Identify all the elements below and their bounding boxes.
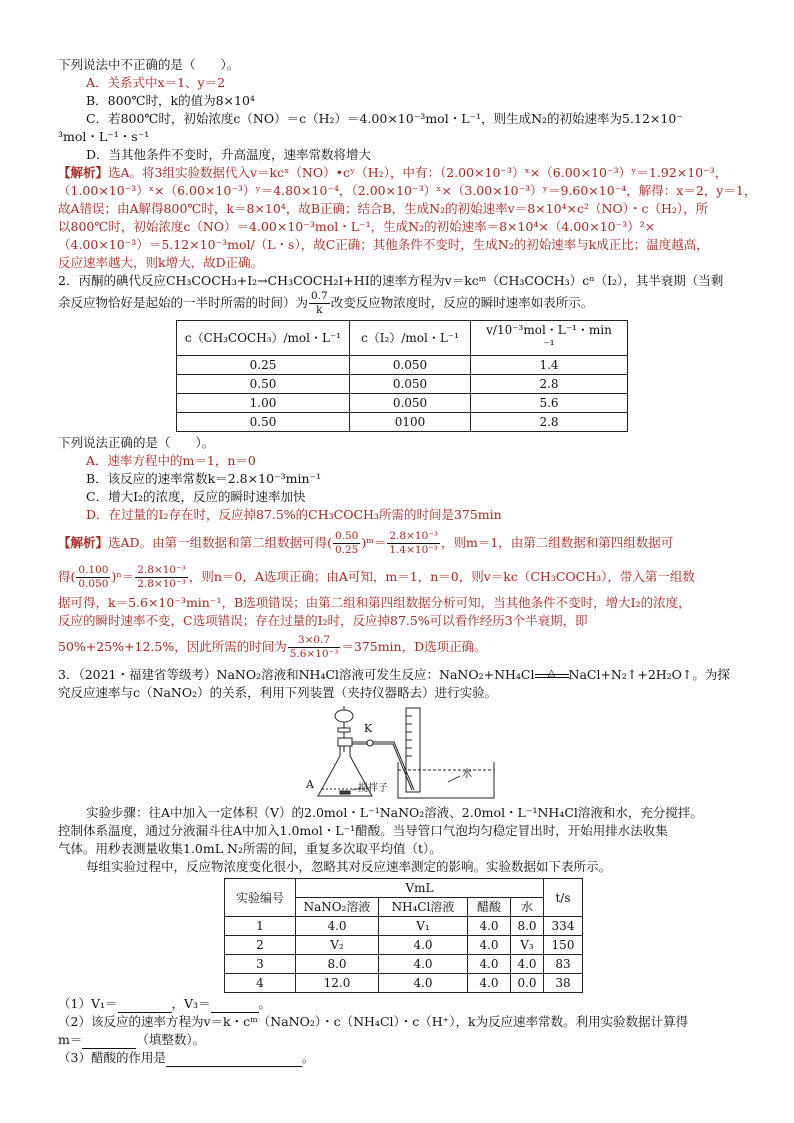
q1-analysis-line-3: 故A错误；由A解得800℃时，k＝8×10⁴，故B正确；结合B，生成N₂的初始速率v＝8×10⁴×c²（NO）・c（H₂），所 — [58, 201, 709, 216]
table-row: 0.50 0.050 2.8 — [177, 375, 628, 394]
col-header-time: t/s — [544, 879, 583, 917]
q3-steps-line-1: 实验步骤：往A中加入一定体积（V）的2.0mol・L⁻¹NaNO₂溶液、2.0mol・L⁻¹NH₄Cl溶液和水，充分搅拌。 — [86, 805, 703, 820]
rate-table-header — [177, 321, 628, 356]
q1-analysis-line-5: （4.00×10⁻³）＝5.12×10⁻³mol/（L・s），故C正确；其他条件不变时，生成N₂的初始速率与k成正比；温度越高， — [58, 237, 709, 252]
experiment-table-subheader: NaNO₂溶液 NH₄Cl溶液 醋酸 水 — [225, 898, 583, 917]
q1-option-d: D．当其他条件不变时，升高温度，速率常数将增大 — [86, 147, 372, 162]
answer-blank-v3[interactable] — [211, 999, 259, 1013]
table-row: 1 4.0 V₁ 4.0 8.0 334 — [225, 917, 583, 936]
q1-analysis-line-2: （1.00×10⁻³）ˣ×（6.00×10⁻³）ʸ＝4.80×10⁻⁴，（2.00×10⁻³）ˣ×（3.00×10⁻³）ʸ＝9.60×10⁻⁴，解得：x＝2，y＝1， — [58, 183, 757, 198]
q2-question: 下列说法正确的是（ ）。 — [58, 435, 215, 450]
water-trough — [398, 762, 494, 798]
q1-stem: 下列说法中不正确的是（ ）。 — [58, 57, 240, 72]
q1-option-c: C．若800℃时，初始浓度c（NO）＝c（H₂）＝4.00×10⁻³mol・L⁻¹，则生成N₂的初始速率为5.12×10⁻ — [86, 111, 683, 126]
q1-analysis-line-4: 以800℃时，初始浓度c（NO）＝4.00×10⁻³mol・L⁻¹，生成N₂的初始速率＝8×10⁴×（4.00×10⁻³）²× — [58, 219, 656, 234]
col-header-acetone: c（CH₃COCH₃）/mol・L⁻¹ — [177, 321, 350, 356]
answer-blank-m[interactable] — [82, 1035, 136, 1049]
label-stir-bar: 搅拌子 — [358, 783, 388, 794]
q1-analysis-line-6: 反应速率越大，则k增大，故D正确。 — [58, 255, 264, 270]
table-row: 2 V₂ 4.0 4.0 V₃ 150 — [225, 936, 583, 955]
q3-sub2-line-2: m＝ （填整数）。 — [58, 1032, 206, 1047]
q2-analysis-line-3: 据可得，k＝5.6×10⁻³min⁻¹，B选项错误；由第二组和第四组数据分析可知，当其他条件不变时，增大I₂的浓度， — [58, 595, 691, 610]
q2-analysis-tag: 【解析】 — [58, 535, 109, 550]
experiment-table — [224, 878, 583, 993]
q3-sub1: （1）V₁＝ ，V₃＝ 。 — [58, 996, 272, 1011]
rate-table — [176, 320, 628, 432]
col-header-volume: VmL — [296, 879, 544, 898]
q2-option-a: A．速率方程中的m＝1，n＝0 — [86, 453, 256, 468]
q3-stem-line-2: 究反应速率与c（NaNO₂）的关系，利用下列装置（夹持仪器略去）进行实验。 — [58, 685, 498, 700]
water-label-pointer — [448, 776, 460, 782]
experiment-table-header — [225, 879, 583, 898]
heat-arrow: △ — [535, 674, 569, 684]
label-k: K — [364, 722, 373, 735]
q1-option-b: B．800℃时，k的值为8×10⁴ — [86, 93, 255, 108]
col-header-rate: v/10⁻³mol・L⁻¹・min ⁻¹ — [471, 321, 628, 356]
q2-analysis-line-5: 50%+25%+12.5%，因此所需的时间为 $\frac{3\times 0.7}{\text{5.6×10⁻³}}$ ＝375min，D选项正确。 — [58, 634, 487, 660]
q3-steps-line-2: 控制体系温度，通过分液漏斗往A中加入1.0mol・L⁻¹醋酸。当导管口气泡均匀稳定冒出时，开始用排水法收集 — [58, 823, 668, 838]
q2-stem-line-2: 余反应物恰好是起始的一半时所需的时间）为 $\frac{0.7}{k}$ 改变反应物浓度时，反应的瞬时速率如表所示。 — [58, 290, 594, 316]
apparatus-svg — [298, 704, 508, 802]
table-row: 4 12.0 4.0 4.0 0.0 38 — [225, 974, 583, 993]
q3-sub3: （3）醋酸的作用是 。 — [58, 1050, 315, 1065]
answer-blank-v1[interactable] — [118, 999, 172, 1013]
q2-analysis-line-2: 得( $\frac{0.100}{0.050}$ )ⁿ＝ $\frac{\text{2.8×10⁻³}}{\text{2.8×10⁻³}}$ ，则n＝0，A选项正确；由A可知，m＝1，n＝0，则v＝kc（CH₃COCH₃），带入第一组数 — [58, 564, 695, 590]
q2-option-c: C．增大I₂的浓度，反应的瞬时速率加快 — [86, 489, 306, 504]
q2-stem-line-1: 2．丙酮的碘代反应CH₃COCH₃+I₂→CH₃COCH₂I+HI的速率方程为v＝kcᵐ（CH₃COCH₃）cⁿ（I₂），其半衰期（当剩 — [58, 273, 724, 288]
col-header-id: 实验编号 — [225, 879, 296, 917]
q1-option-c-cont: ³mol・L⁻¹・s⁻¹ — [58, 129, 150, 144]
q3-note: 每组实验过程中，反应物浓度变化很小，忽略其对反应速率测定的影响。实验数据如下表所示。 — [86, 859, 612, 874]
table-row: 0.50 0100 2.8 — [177, 413, 628, 432]
col-header-iodine: c（I₂）/mol・L⁻¹ — [350, 321, 471, 356]
table-row: 0.25 0.050 1.4 — [177, 356, 628, 375]
q1-option-a: A．关系式中x＝1、y＝2 — [86, 75, 226, 90]
label-a: A — [306, 778, 314, 791]
q2-analysis-line-1: 【解析】选AD。由第一组数据和第二组数据可得( $\frac{0.50}{0.25}$ )ᵐ＝ $\frac{\text{2.8×10⁻³}}{\text{1.4×10⁻³}}$ ，则m＝1，由第二组数据和第四组数据可 — [58, 530, 674, 556]
q1-analysis-line-1: 【解析】选A。将3组实验数据代入v＝kcˣ（NO）•cʸ（H₂），中有：（2.00×10⁻³）ˣ×（6.00×10⁻³）ʸ＝1.92×10⁻³， — [58, 165, 728, 180]
table-row: 1.00 0.050 5.6 — [177, 394, 628, 413]
q3-sub2-line-1: （2）该反应的速率方程为v＝k・cᵐ（NaNO₂）・c（NH₄Cl）・c（H⁺），k为反应速率常数。利用实验数据计算得 — [58, 1014, 689, 1029]
table-row: 3 8.0 4.0 4.0 4.0 83 — [225, 955, 583, 974]
q3-stem-line-1: 3．（2021・福建省等级考）NaNO₂溶液和NH₄Cl溶液可发生反应：NaNO₂+NH₄Cl △ NaCl+N₂↑+2H₂O↑。为探 — [58, 667, 730, 682]
answer-blank-acetic-acid-role[interactable] — [166, 1053, 302, 1067]
half-life-fraction: $\frac{0.7}{k}$ — [311, 290, 328, 316]
document-page — [58, 56, 757, 1067]
q1-analysis-tag: 【解析】 — [58, 165, 109, 180]
apparatus-diagram — [298, 704, 508, 802]
q2-option-d: D．在过量的I₂存在时，反应掉87.5%的CH₃COCH₃所需的时间是375min — [86, 507, 502, 522]
label-water: 水 — [462, 769, 472, 780]
q3-steps-line-3: 气体。用秒表测量收集1.0mL N₂所需的间，重复多次取平均值（t）。 — [58, 841, 442, 856]
q2-analysis-line-4: 反应的瞬时速率不变，C选项错误；存在过量的I₂时，反应掉87.5%可以看作经历3个半衰期，即 — [58, 613, 588, 628]
q2-option-b: B．该反应的速率常数k＝2.8×10⁻³min⁻¹ — [86, 471, 322, 486]
